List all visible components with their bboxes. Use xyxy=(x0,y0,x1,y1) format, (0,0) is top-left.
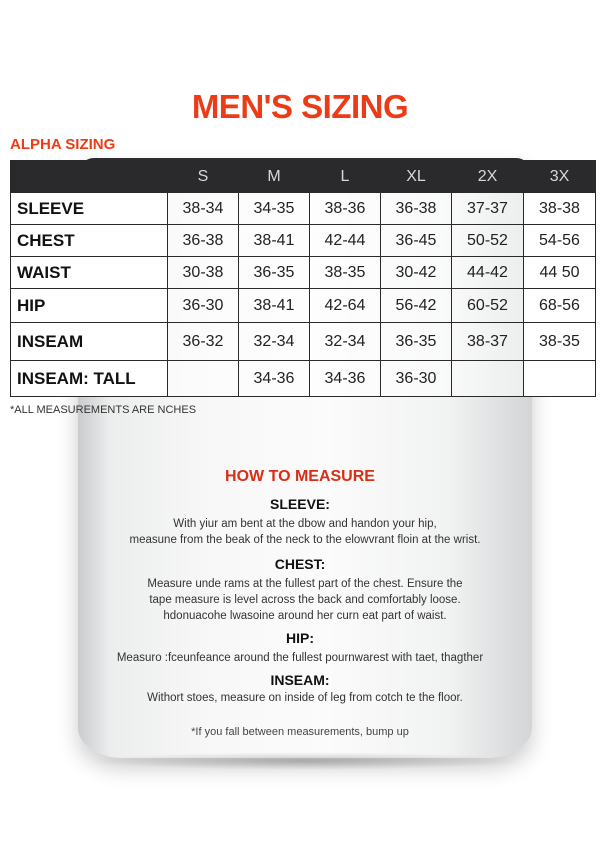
instruction-line: measune from the beak of the neck to the elowvrant floin at the wrist. xyxy=(129,534,481,546)
table-cell xyxy=(524,361,596,397)
table-cell: 56-42 xyxy=(381,289,452,323)
table-corner-cell xyxy=(11,161,168,193)
size-chart-table xyxy=(10,160,596,397)
table-cell: 38-35 xyxy=(524,323,596,361)
row-label: CHEST xyxy=(11,225,168,257)
table-cell: 44 50 xyxy=(524,257,596,289)
inseam-heading: INSEAM: xyxy=(270,672,330,688)
chest-heading: CHEST: xyxy=(274,556,326,572)
cup-shadow xyxy=(88,752,522,770)
column-header: L xyxy=(310,161,381,193)
table-cell: 36-30 xyxy=(168,289,239,323)
table-row xyxy=(11,289,596,323)
table-cell xyxy=(452,361,524,397)
table-cell: 60-52 xyxy=(452,289,524,323)
how-to-measure-heading: HOW TO MEASURE xyxy=(225,468,375,485)
table-cell: 38-36 xyxy=(310,193,381,225)
inseam-instructions xyxy=(80,690,530,706)
row-label: HIP xyxy=(11,289,168,323)
table-cell: 30-42 xyxy=(381,257,452,289)
table-cell: 34-35 xyxy=(239,193,310,225)
table-cell: 68-56 xyxy=(524,289,596,323)
table-header-row xyxy=(11,161,596,193)
section-subtitle: ALPHA SIZING xyxy=(10,136,116,153)
sleeve-heading: SLEEVE: xyxy=(270,496,330,512)
table-cell: 36-30 xyxy=(381,361,452,397)
row-label: INSEAM xyxy=(11,323,168,361)
table-row xyxy=(11,361,596,397)
table-cell: 42-64 xyxy=(310,289,381,323)
row-label: WAIST xyxy=(11,257,168,289)
column-header: 3X xyxy=(524,161,596,193)
table-cell: 34-36 xyxy=(239,361,310,397)
hip-heading: HIP: xyxy=(286,630,314,646)
row-label: INSEAM: TALL xyxy=(11,361,168,397)
table-cell xyxy=(168,361,239,397)
table-row xyxy=(11,257,596,289)
sizing-footnote: *If you fall between measurements, bump up xyxy=(191,726,409,738)
table-cell: 36-35 xyxy=(239,257,310,289)
table-cell: 38-38 xyxy=(524,193,596,225)
table-cell: 38-35 xyxy=(310,257,381,289)
table-cell: 36-32 xyxy=(168,323,239,361)
column-header: S xyxy=(168,161,239,193)
instruction-line: hdonuacohe lwasoine around her curn eat part of waist. xyxy=(163,610,447,622)
table-cell: 32-34 xyxy=(239,323,310,361)
row-label: SLEEVE xyxy=(11,193,168,225)
table-row xyxy=(11,225,596,257)
sleeve-instructions xyxy=(80,516,530,548)
table-cell: 36-38 xyxy=(168,225,239,257)
measurement-note: *ALL MEASUREMENTS ARE NCHES xyxy=(10,404,197,416)
instruction-line: With yiur am bent at the dbow and handon your hip, xyxy=(173,518,437,530)
hip-instructions xyxy=(20,650,580,666)
page-title: MEN'S SIZING xyxy=(191,88,409,125)
table-cell: 30-38 xyxy=(168,257,239,289)
instruction-line: Measure unde rams at the fullest part of the chest. Ensure the xyxy=(147,578,463,590)
table-cell: 36-45 xyxy=(381,225,452,257)
column-header: 2X xyxy=(452,161,524,193)
column-header: XL xyxy=(381,161,452,193)
column-header: M xyxy=(239,161,310,193)
instruction-line: tape measure is level across the back and comfortably loose. xyxy=(149,594,461,606)
table-cell: 36-38 xyxy=(381,193,452,225)
instruction-line: Measuro :fceunfeance around the fullest pournwarest with taet, thagther xyxy=(116,652,484,664)
table-cell: 38-37 xyxy=(452,323,524,361)
table-cell: 34-36 xyxy=(310,361,381,397)
table-cell: 38-41 xyxy=(239,289,310,323)
table-cell: 54-56 xyxy=(524,225,596,257)
instruction-line: Withort stoes, measure on inside of leg from cotch te the floor. xyxy=(147,692,463,704)
table-cell: 42-44 xyxy=(310,225,381,257)
table-cell: 32-34 xyxy=(310,323,381,361)
table-cell: 38-34 xyxy=(168,193,239,225)
table-row xyxy=(11,193,596,225)
table-cell: 36-35 xyxy=(381,323,452,361)
chest-instructions xyxy=(80,576,530,624)
table-row xyxy=(11,323,596,361)
table-cell: 37-37 xyxy=(452,193,524,225)
table-cell: 50-52 xyxy=(452,225,524,257)
table-cell: 38-41 xyxy=(239,225,310,257)
table-cell: 44-42 xyxy=(452,257,524,289)
